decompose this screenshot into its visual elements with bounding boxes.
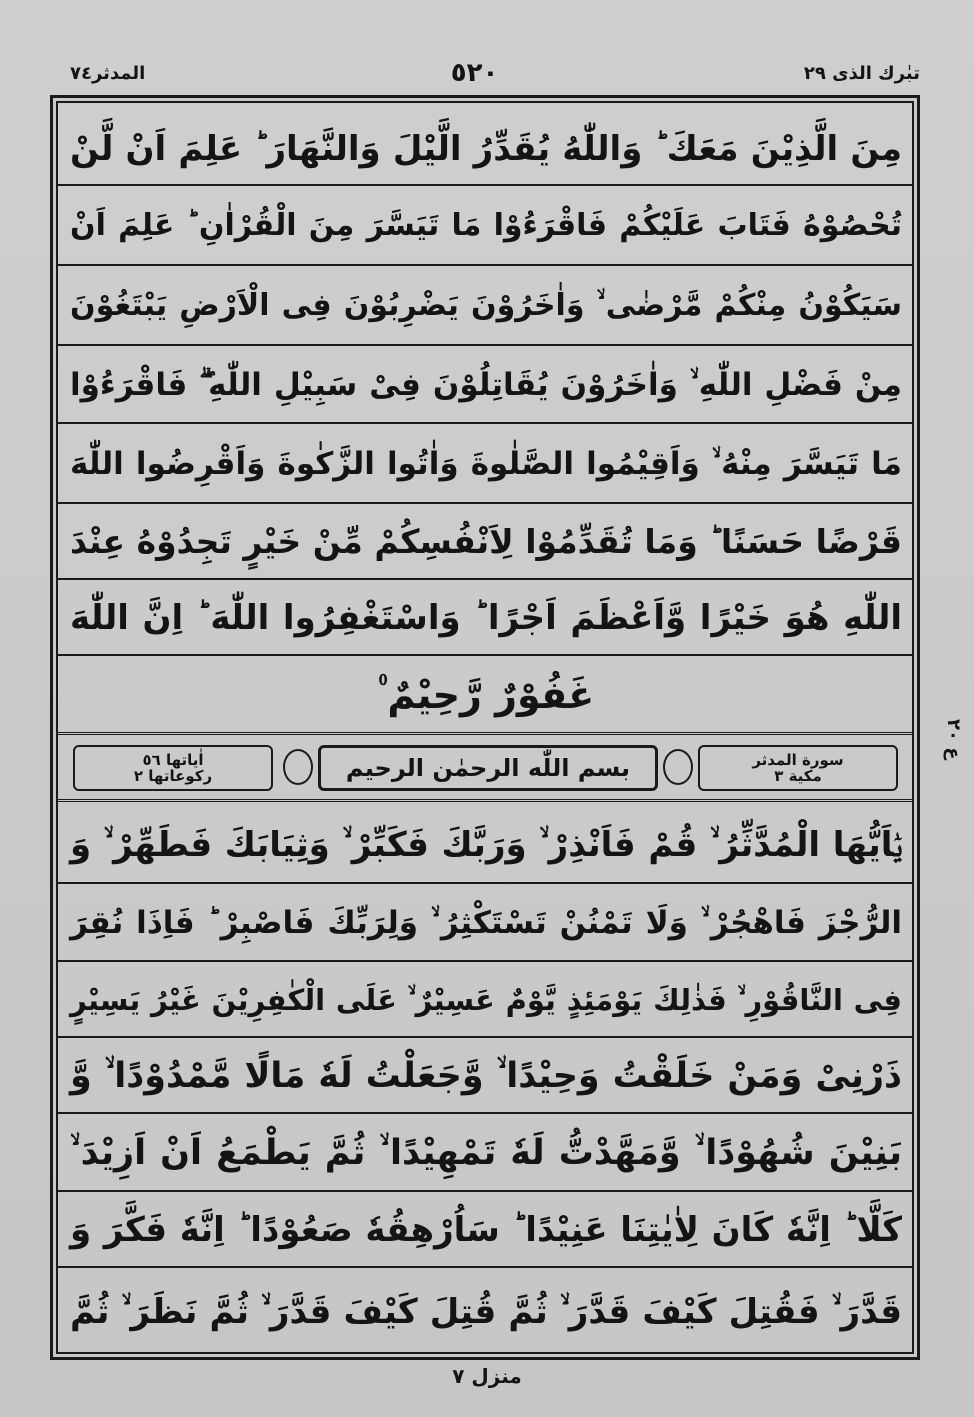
text-line-5: مَا تَيَسَّرَ مِنْهُ ۙ وَاَقِيْمُوا الصَّلٰوةَ وَاٰتُوا الزَّكٰوةَ وَاَقْرِضُوا اللّٰهَ [58, 424, 914, 504]
ruku-marker: ع ٢٠ [943, 719, 964, 760]
text-line-12: ذَرْنِىْ وَمَنْ خَلَقْتُ وَحِيْدًا ۙ وَّجَعَلْتُ لَهٗ مَالًا مَّمْدُوْدًا ۙ وَّ [58, 1038, 914, 1114]
text-line-7: اللّٰهِ هُوَ خَيْرًا وَّاَعْظَمَ اَجْرًا ؕ وَاسْتَغْفِرُوا اللّٰهَ ؕ اِنَّ اللّٰهَ [58, 580, 914, 656]
text-line-13: بَنِيْنَ شُهُوْدًا ۙ وَّمَهَّدْتُّ لَهٗ تَمْهِيْدًا ۙ ثُمَّ يَطْمَعُ اَنْ اَزِيْدَ ۙ [58, 1114, 914, 1192]
header-surah-name: المدثر٧٤ [70, 62, 146, 84]
text-line-3: سَيَكُوْنُ مِنْكُمْ مَّرْضٰى ۙ وَاٰخَرُوْنَ يَضْرِبُوْنَ فِى الْاَرْضِ يَبْتَغُوْنَ [58, 266, 914, 346]
text-line-8: غَفُوْرٌ رَّحِيْمٌ ۠ [377, 673, 595, 717]
text-line-14: كَلَّا ؕ اِنَّهٗ كَانَ لِاٰيٰتِنَا عَنِيْدًا ؕ سَاُرْهِقُهٗ صَعُوْدًا ؕ اِنَّهٗ فَكَّرَ وَ [58, 1192, 914, 1268]
surah-type: مكية ٣ [774, 767, 822, 785]
text-line-9: يٰۤاَيُّهَا الْمُدَّثِّرُ ۙ قُمْ فَاَنْذِرْ ۙ وَرَبَّكَ فَكَبِّرْ ۙ وَثِيَابَكَ فَطَهِّرْ ۙ وَ [58, 806, 914, 884]
surah-name: سورة المدثر [752, 750, 844, 769]
surah-stats [73, 745, 273, 791]
text-line-15: قَدَّرَ ۙ فَقُتِلَ كَيْفَ قَدَّرَ ۙ ثُمَّ قُتِلَ كَيْفَ قَدَّرَ ۙ ثُمَّ نَظَرَ ۙ ثُمَّ [70, 1292, 902, 1332]
bismillah: بسم اللّٰه الرحمٰن الرحيم [318, 745, 658, 791]
text-line-6: قَرْضًا حَسَنًا ؕ وَمَا تُقَدِّمُوْا لِاَنْفُسِكُمْ مِّنْ خَيْرٍ تَجِدُوْهُ عِنْدَ [58, 504, 914, 580]
ruku-count: ركوعاتها ٢ [133, 767, 213, 785]
text-line-10: الرُّجْزَ فَاهْجُرْ ۙ وَلَا تَمْنُنْ تَسْتَكْثِرُ ۙ وَلِرَبِّكَ فَاصْبِرْ ؕ فَاِذَا نُقِرَ [58, 884, 914, 962]
text-line-1: مِنَ الَّذِيْنَ مَعَكَ ؕ وَاللّٰهُ يُقَدِّرُ الَّيْلَ وَالنَّهَارَ ؕ عَلِمَ اَنْ لَّنْ [58, 112, 914, 186]
text-line-11: فِى النَّاقُوْرِ ۙ فَذٰلِكَ يَوْمَئِذٍ يَّوْمٌ عَسِيْرٌ ۙ عَلَى الْكٰفِرِيْنَ غَيْرُ يَسِيْرٍ [58, 962, 914, 1038]
page-header [70, 58, 920, 88]
header-juz-name: تبٰرك الذی ٢٩ [803, 62, 920, 84]
surah-title [698, 745, 898, 791]
manzil-footer: منزل ٧ [452, 1364, 522, 1388]
text-line-2: تُحْصُوْهُ فَتَابَ عَلَيْكُمْ فَاقْرَءُوْا مَا تَيَسَّرَ مِنَ الْقُرْاٰنِ ؕ عَلِمَ اَنْ [58, 186, 914, 266]
ornament-left [283, 749, 313, 785]
page-number: ٥٢٠ [450, 58, 499, 88]
surah-banner [58, 732, 914, 802]
ornament-right [663, 749, 693, 785]
text-line-4: مِنْ فَضْلِ اللّٰهِ ۙ وَاٰخَرُوْنَ يُقَاتِلُوْنَ فِىْ سَبِيْلِ اللّٰهِ ۖۗ فَاقْرَءُوْا [58, 346, 914, 424]
ayat-count: اٰياتها ٥٦ [142, 750, 204, 769]
